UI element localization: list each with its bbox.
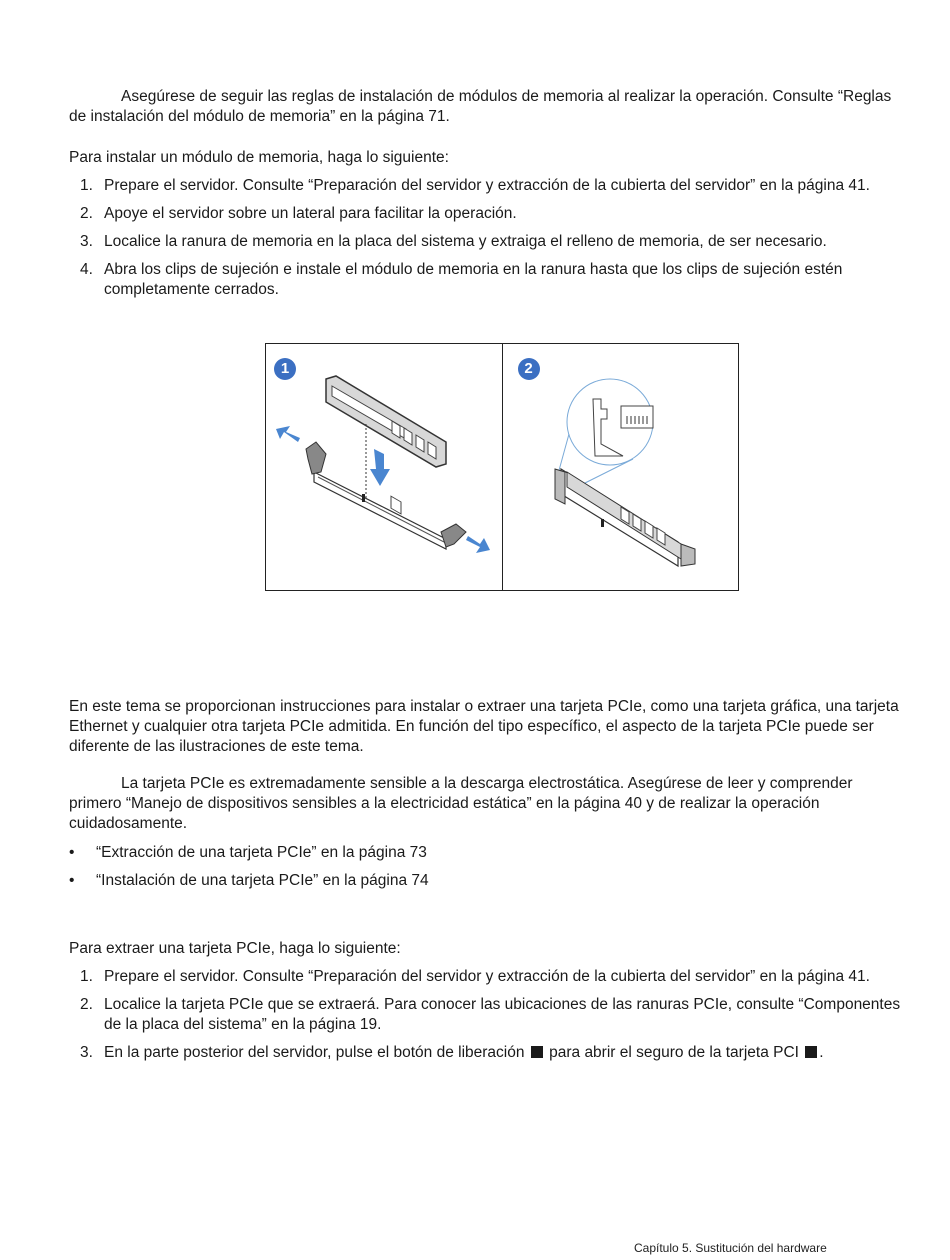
memory-install-steps [69, 176, 909, 308]
step-item: 3. En la parte posterior del servidor, pulse el botón de liberación para abrir el seguro de la tarjeta PCI . [80, 1044, 824, 1061]
callout-square-icon [531, 1046, 543, 1058]
pcie-removal-link[interactable]: “Extracción de una tarjeta PCIe” en la página 73 [96, 844, 427, 861]
step-item: 2. Localice la tarjeta PCIe que se extraerá. Para conocer las ubicaciones de las ranuras PCIe, consulte “Componentes de la placa del sistema” en la página 19. [80, 996, 901, 1033]
pcie-intro: En este tema se proporcionan instrucciones para instalar o extraer una tarjeta PCIe, como una tarjeta gráfica, una tarjeta Ethernet y cualquier otra tarjeta PCIe admitida. En función del tipo específico, el aspecto de la tarjeta PCIe puede ser diferente de las ilustraciones de este tema. [69, 698, 899, 755]
step-text: Prepare el servidor. Consulte “Preparación del servidor y extracción de la cubierta del servidor” en la página 41. [104, 968, 870, 985]
step-item: 1. Prepare el servidor. Consulte “Preparación del servidor y extracción de la cubierta del servidor” en la página 41. [80, 968, 870, 985]
pcie-remove-steps [69, 967, 909, 1071]
callout-badge-1: 1 [274, 358, 296, 380]
step-text: Prepare el servidor. Consulte “Preparación del servidor y extracción de la cubierta del servidor” en la página 41. [104, 177, 870, 194]
step-text: Abra los clips de sujeción e instale el módulo de memoria en la ranura hasta que los clips de sujeción estén completamente cerrados. [104, 261, 843, 298]
step-item: 2. Apoye el servidor sobre un lateral para facilitar la operación. [80, 205, 517, 222]
page-footer: Capítulo 5. Sustitución del hardware [634, 1241, 827, 1255]
dimm-insert-illustration [266, 344, 502, 590]
list-item: • “Instalación de una tarjeta PCIe” en la página 74 [69, 872, 429, 889]
pcie-remove-intro: Para extraer una tarjeta PCIe, haga lo siguiente: [69, 940, 401, 957]
step-text: Apoye el servidor sobre un lateral para facilitar la operación. [104, 205, 517, 222]
memory-rules-note: Asegúrese de seguir las reglas de instalación de módulos de memoria al realizar la operación. Consulte “Reglas de instalación del módulo de memoria” en la página 71. [69, 88, 892, 125]
step-text: Localice la tarjeta PCIe que se extraerá. Para conocer las ubicaciones de las ranuras PCIe, consulte “Componentes de la placa del sistema” en la página 19. [104, 996, 901, 1033]
callout-square-icon [805, 1046, 817, 1058]
pcie-links [69, 843, 909, 899]
list-item: • “Extracción de una tarjeta PCIe” en la página 73 [69, 844, 427, 861]
step-item: 1. Prepare el servidor. Consulte “Preparación del servidor y extracción de la cubierta del servidor” en la página 41. [80, 177, 870, 194]
pcie-install-link[interactable]: “Instalación de una tarjeta PCIe” en la página 74 [96, 872, 429, 889]
step-item: 4. Abra los clips de sujeción e instale el módulo de memoria en la ranura hasta que los clips de sujeción estén completamente cerrados. [80, 261, 843, 298]
dimm-seated-illustration [503, 344, 739, 590]
memory-install-figure [265, 343, 739, 591]
pcie-esd-note: La tarjeta PCIe es extremadamente sensible a la descarga electrostática. Asegúrese de leer y comprender primero “Manejo de dispositivos sensibles a la electricidad estática” en la página 40 y de realizar la operación cuidadosamente. [69, 775, 853, 832]
figure-panel-2 [502, 344, 739, 590]
step-text: Localice la ranura de memoria en la placa del sistema y extraiga el relleno de memoria, de ser necesario. [104, 233, 827, 250]
callout-badge-2: 2 [518, 358, 540, 380]
figure-panel-1 [266, 344, 502, 590]
memory-install-intro: Para instalar un módulo de memoria, haga lo siguiente: [69, 149, 449, 166]
step-item: 3. Localice la ranura de memoria en la placa del sistema y extraiga el relleno de memoria, de ser necesario. [80, 233, 827, 250]
